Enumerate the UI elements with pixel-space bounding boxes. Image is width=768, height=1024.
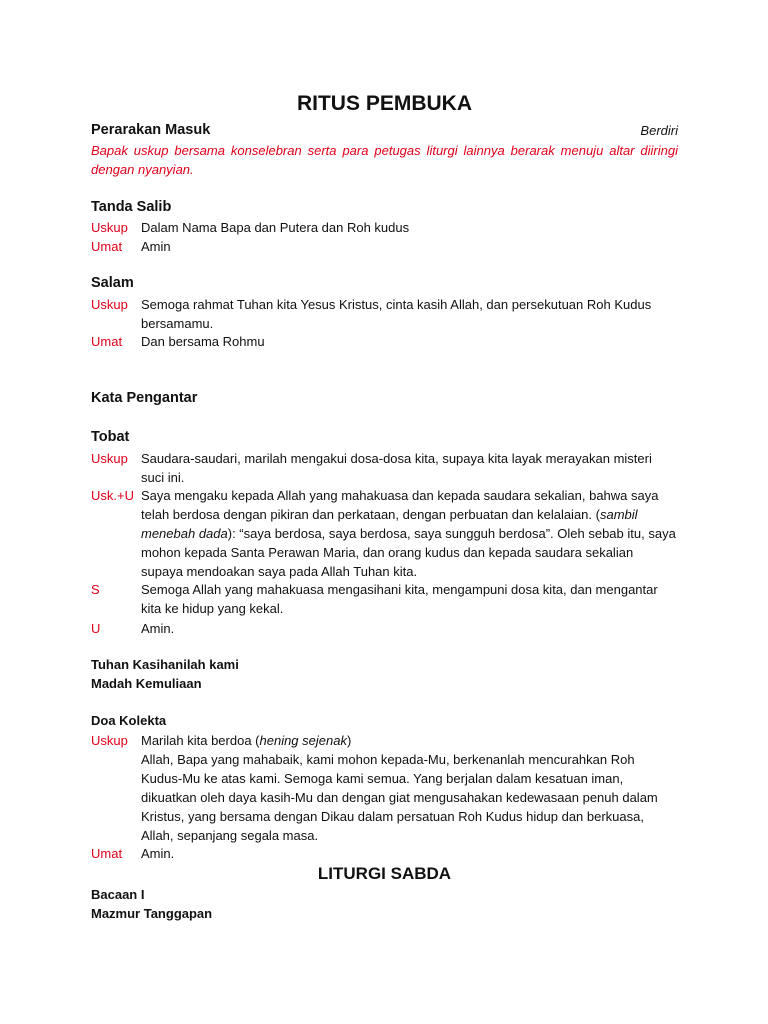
text-part: Saya mengaku kepada Allah yang mahakuasa dan kepada saudara sekalian, bahwa saya telah berdosa dengan pikiran dan perkataan, dengan perbuatan dan kelalaian. ( (141, 488, 659, 522)
heading-bacaan-i: Bacaan I (91, 887, 145, 902)
speaker-label: U (91, 621, 101, 636)
dialogue-line (91, 580, 678, 618)
heading-mazmur-tanggapan: Mazmur Tanggapan (91, 906, 213, 921)
dialogue-text: Dan bersama Rohmu (141, 334, 265, 349)
speaker-label: Umat (91, 846, 123, 861)
speaker-label: Uskup (91, 297, 128, 312)
text-part: ): “saya berdosa, saya berdosa, saya sungguh berdosa”. Oleh sebab itu, saya mohon kepada Santa Perawan Maria, dan orang kudus dan kepada saudara sekalian supaya mendoakan saya pada Allah Tuhan kita. (141, 526, 676, 579)
heading-perarakan-masuk: Perarakan Masuk (91, 122, 211, 138)
heading-kata-pengantar: Kata Pengantar (91, 390, 198, 406)
heading-tobat: Tobat (91, 429, 130, 445)
dialogue-text (141, 731, 678, 750)
dialogue-line (91, 619, 678, 638)
speaker-label: S (91, 582, 100, 597)
speaker-label: Umat (91, 239, 123, 254)
rubric-inline: sambil menebah dada (141, 507, 638, 541)
heading-salam: Salam (91, 275, 134, 291)
speaker-label: Uskup (91, 733, 128, 748)
rubric-inline: hening sejenak (259, 733, 347, 748)
dialogue-text (141, 486, 678, 581)
heading-doa-kolekta: Doa Kolekta (91, 713, 167, 728)
heading-gloria: Madah Kemuliaan (91, 676, 202, 691)
dialogue-text: Amin. (141, 846, 175, 861)
speaker-label: Umat (91, 334, 123, 349)
dialogue-text: Saudara-saudari, marilah mengakui dosa-dosa kita, supaya kita layak merayakan misteri suci ini. (141, 451, 652, 485)
speaker-label: Uskup (91, 451, 128, 466)
dialogue-line (91, 486, 678, 581)
prayer-text: Allah, Bapa yang mahabaik, kami mohon kepada-Mu, berkenanlah mencurahkan Roh Kudus-Mu ke atas kami. Semoga kami semua. Yang berjalan dalam kesatuan iman, dikuatkan oleh daya kasih-Mu dan dengan giat mengusahakan kedewasaan penuh dalam Kristus, yang bersama dengan Dikau dalam persatuan Roh Kudus hidup dan berkuasa, Allah, sepanjang segala masa. (141, 752, 658, 843)
dialogue-line (91, 295, 678, 333)
rubric-perarakan: Bapak uskup bersama konselebran serta para petugas liturgi lainnya berarak menuju altar diiringi dengan nyanyian. (91, 143, 678, 177)
dialogue-text: Semoga rahmat Tuhan kita Yesus Kristus, cinta kasih Allah, dan persekutuan Roh Kudus bersamamu. (141, 297, 652, 331)
dialogue-text: Amin (141, 239, 171, 254)
speaker-label: Usk.+U (91, 488, 134, 503)
section-title-ritus-pembuka: RITUS PEMBUKA (296, 92, 472, 115)
dialogue-line (91, 449, 678, 487)
dialogue-text: Dalam Nama Bapa dan Putera dan Roh kudus (141, 220, 410, 235)
dialogue-text: Semoga Allah yang mahakuasa mengasihani kita, mengampuni dosa kita, dan mengantar kita ke hidup yang kekal. (141, 582, 658, 616)
dialogue-line (91, 731, 678, 750)
heading-kyrie: Tuhan Kasihanilah kami (91, 657, 239, 672)
posture-berdiri: Berdiri (640, 123, 678, 138)
dialogue-line (91, 237, 678, 256)
text-part: Marilah kita berdoa ( (141, 733, 260, 748)
dialogue-line (91, 750, 678, 845)
text-part: ) (346, 733, 352, 748)
dialogue-line (91, 218, 678, 237)
dialogue-text: Amin. (141, 621, 175, 636)
dialogue-line (91, 844, 678, 863)
speaker-label: Uskup (91, 220, 128, 235)
dialogue-line (91, 332, 678, 351)
section-title-liturgi-sabda: LITURGI SABDA (317, 864, 452, 883)
heading-tanda-salib: Tanda Salib (91, 199, 172, 215)
